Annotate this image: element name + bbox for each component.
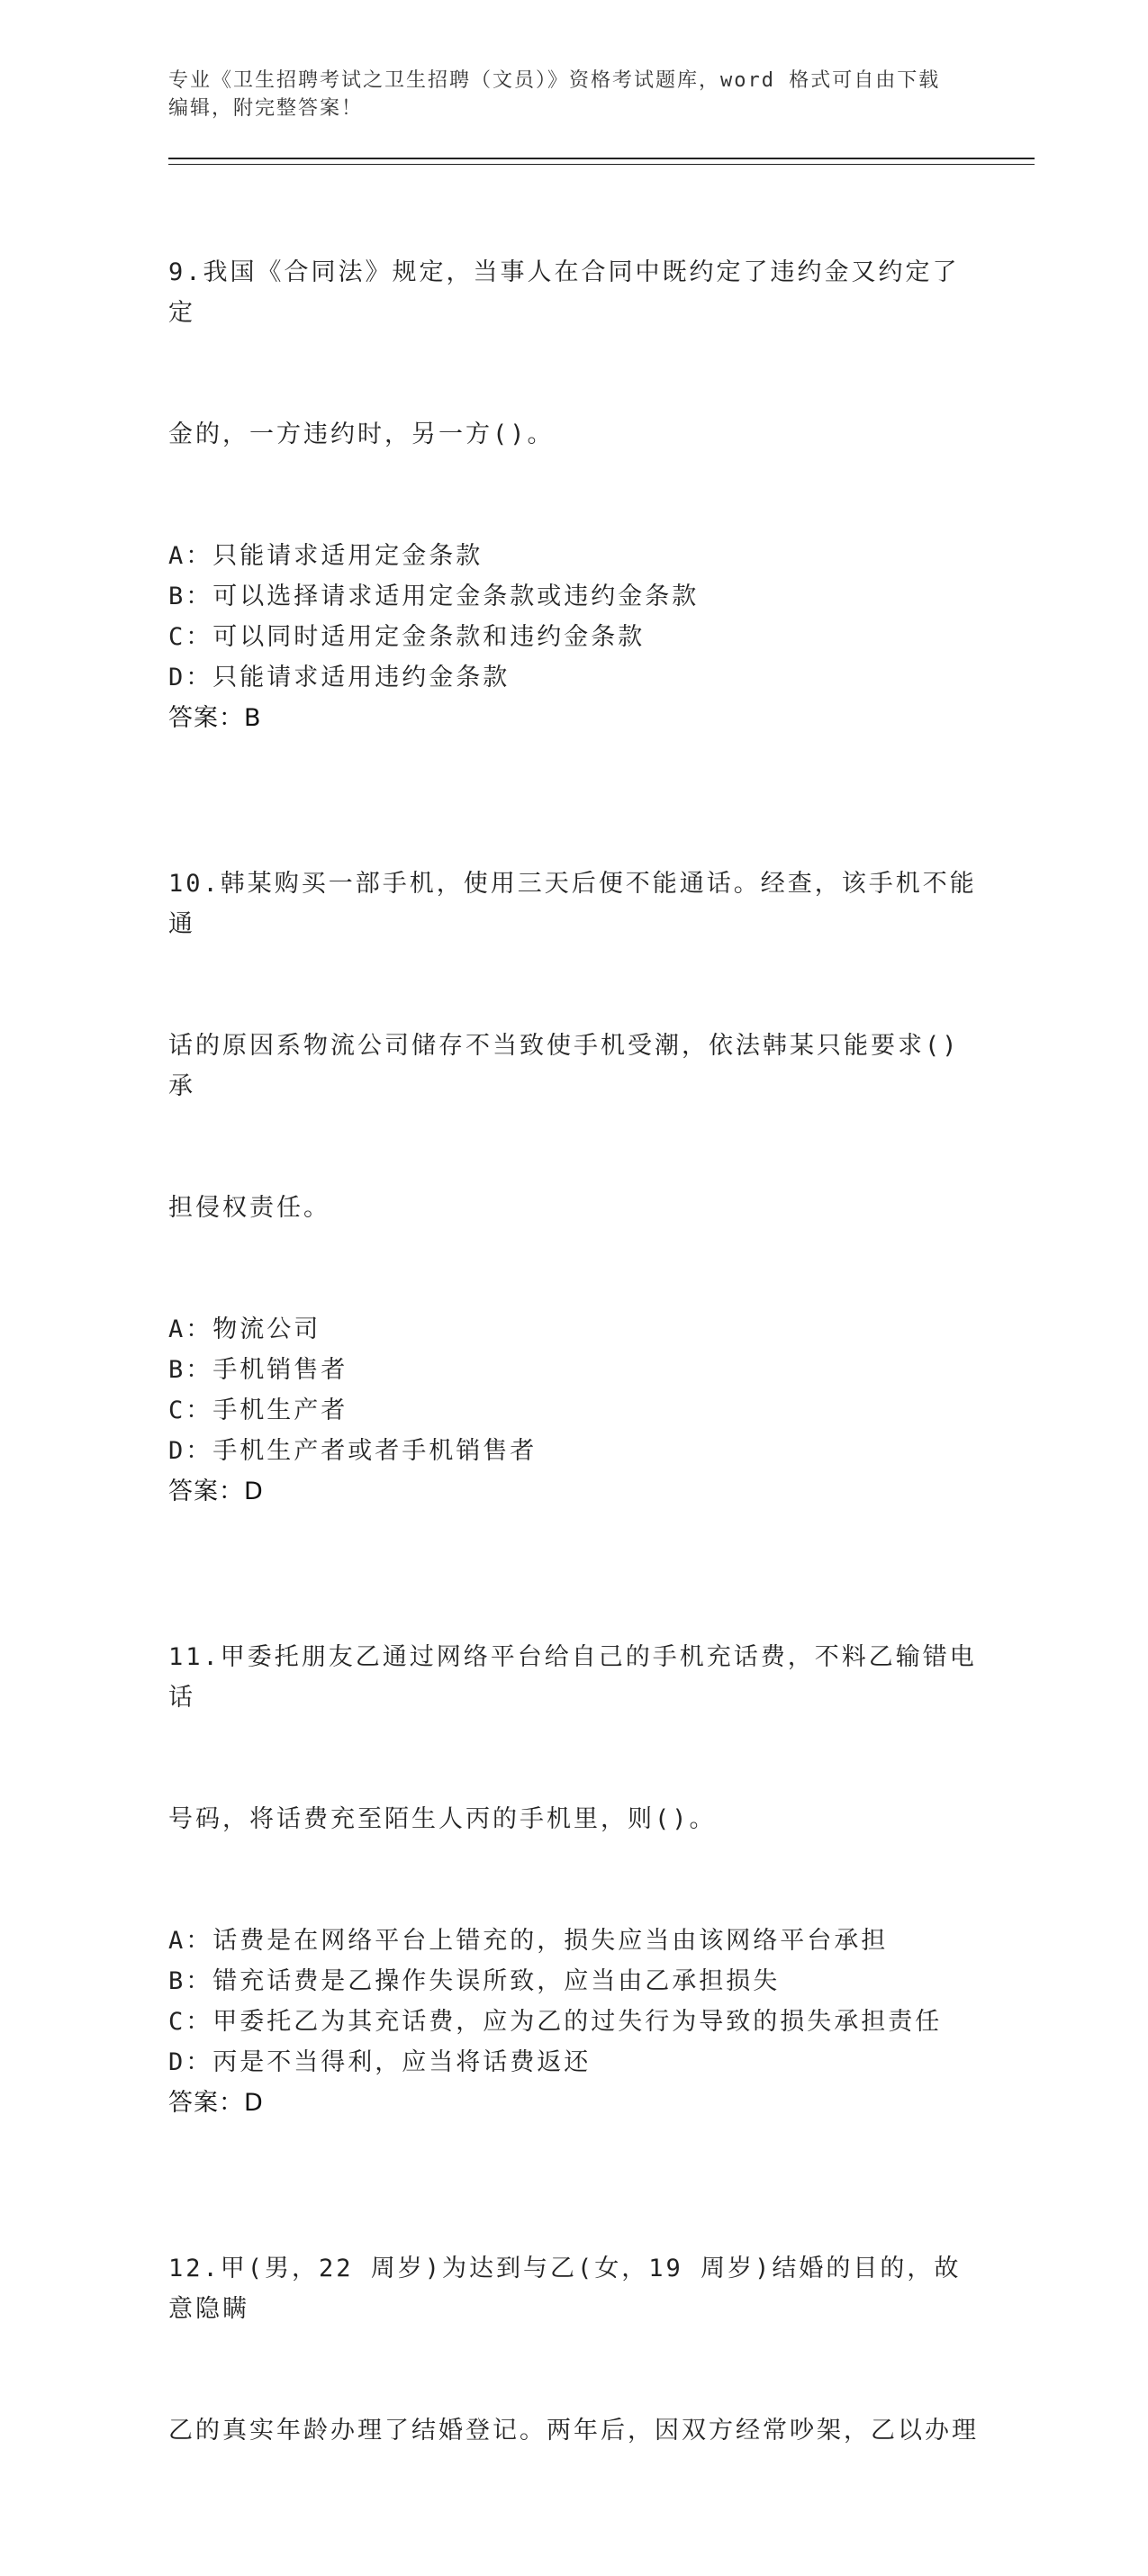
header-line-2: 编辑，附完整答案！	[168, 97, 364, 120]
question-stem	[168, 1556, 979, 1921]
question-stem-line: 号码，将话费充至陌生人丙的手机里，则()。	[168, 1805, 717, 1833]
option-d: D：丙是不当得利，应当将话费返还	[168, 2048, 592, 2076]
question-stem	[168, 2167, 979, 2532]
option-b: B：错充话费是乙操作失误所致，应当由乙承担损失	[168, 1967, 781, 1995]
question-list	[168, 171, 979, 2576]
question-stem	[168, 782, 979, 1309]
question-stem-line: 10.韩某购买一部手机，使用三天后便不能通话。经查，该手机不能通	[168, 870, 977, 938]
question-item	[168, 782, 979, 1512]
option-a: A：只能请求适用定金条款	[168, 542, 484, 570]
answer-label: 答案：B	[168, 704, 262, 732]
option-a: A：物流公司	[168, 1315, 321, 1343]
option-a: A：话费是在网络平台上错充的，损失应当由该网络平台承担	[168, 1927, 889, 1955]
question-item	[168, 2167, 979, 2532]
question-stem-line: 金的，一方违约时，另一方()。	[168, 420, 555, 448]
option-d: D：只能请求适用违约金条款	[168, 664, 511, 691]
question-stem-line: 9.我国《合同法》规定，当事人在合同中既约定了违约金又约定了定	[168, 258, 960, 327]
option-c: C：手机生产者	[168, 1396, 348, 1424]
question-stem-line: 担侵权责任。	[168, 1194, 330, 1222]
question-stem-line: 11.甲委托朋友乙通过网络平台给自己的手机充话费，不料乙输错电话	[168, 1643, 977, 1712]
question-stem-line: 乙的真实年龄办理了结婚登记。两年后，因双方经常吵架，乙以办理	[168, 2417, 979, 2445]
option-b: B：可以选择请求适用定金条款或违约金条款	[168, 583, 700, 610]
document-header	[168, 67, 961, 122]
header-line-1: 专业《卫生招聘考试之卫生招聘（文员）》资格考试题库，word 格式可自由下载	[168, 69, 941, 92]
question-stem-line: 话的原因系物流公司储存不当致使手机受潮，依法韩某只能要求()承	[168, 1032, 960, 1100]
option-b: B：手机销售者	[168, 1356, 348, 1384]
question-stem	[168, 171, 979, 536]
question-item	[168, 171, 979, 738]
question-item	[168, 1556, 979, 2123]
option-c: C：可以同时适用定金条款和违约金条款	[168, 623, 646, 651]
option-c: C：甲委托乙为其充话费，应为乙的过失行为导致的损失承担责任	[168, 2008, 943, 2036]
answer-label: 答案：D	[168, 2089, 264, 2117]
header-divider-thin	[168, 164, 1035, 165]
question-stem-line: 12.甲(男，22 周岁)为达到与乙(女，19 周岁)结婚的目的，故意隐瞒	[168, 2255, 962, 2323]
answer-label: 答案：D	[168, 1478, 264, 1505]
header-divider-thick	[168, 158, 1035, 159]
option-d: D：手机生产者或者手机销售者	[168, 1437, 538, 1465]
